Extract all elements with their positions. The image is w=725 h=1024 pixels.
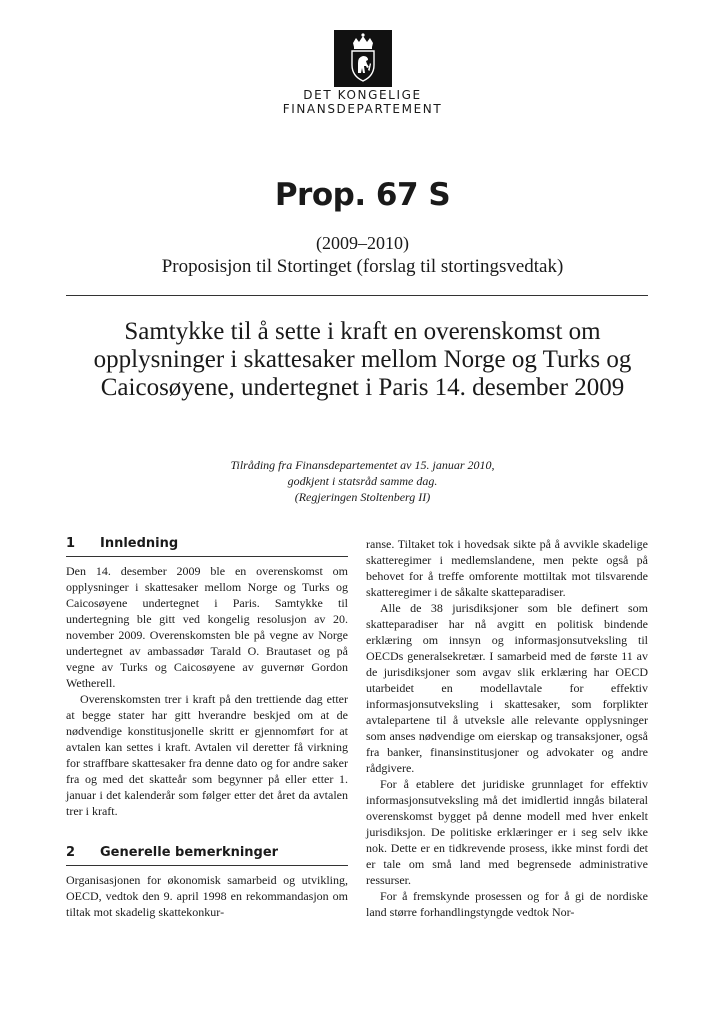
section-2-title: Generelle bemerkninger bbox=[100, 845, 279, 860]
approval-line-1: Tilråding fra Finansdepartementet av 15. januar 2010, bbox=[230, 458, 495, 472]
right-paragraph-2: Alle de 38 jurisdiksjoner som ble definert som skatteparadiser har nå avgitt en politisk bindende erklæring om innsyn og informasjonsutveksling til OECDs generalsekretær. I samarbeid med de første 11 av de jurisdiksjoner som avgav slik erklæring har OECD utarbeidet en modellavtale for effektiv informasjonsutveksling i skattesaker, som forplikter avtalepartene til å utveksle alle relevante opplysninger som anses nødvendige om eierskap og transaksjoner, også fra banker, finansinstitusjoner og advokater og andre rådgivere. bbox=[366, 601, 648, 775]
session-years: (2009–2010) bbox=[316, 233, 409, 253]
ministry-name-line1: DET KONGELIGE bbox=[303, 88, 422, 102]
right-paragraph-3: For å etablere det juridiske grunnlaget for effektiv informasjonsutveksling må det imidlertid inngås bilateral overenskomst bygget på denne modell med hver enkelt jurisdiksjon. De politiske erklæringer er i seg selv ikke nok. Dette er en tidkrevende prosess, ikke minst fordi det er tale om små land med begrensede administrative ressurser. bbox=[366, 777, 648, 887]
ministry-name-line2: FINANSDEPARTEMENT bbox=[282, 102, 443, 116]
section-1-number: 1 bbox=[66, 536, 76, 551]
section-1-paragraph-1: Den 14. desember 2009 ble en overenskomst om opplysninger i skattesaker mellom Norge og Turks og Caicosøyene undertegnet i Paris. Samtykke til undertegning ble gitt ved kongelig resolusjon av 20. november 2009. Overenskomsten ble på vegne av Norge undertegnet av ambassadør Tarald O. Brautaset og på vegne av Turks og Caicosøyene av guvernør Gordon Wetherell. bbox=[66, 564, 348, 690]
right-paragraph-4: For å fremskynde prosessen og for å gi de nordiske land større forhandlingstyngde vedtok Nor- bbox=[366, 889, 648, 919]
document-title: Samtykke til å sette i kraft en overenskomst om opplysninger i skattesaker mellom Norge og Turks og Caicosøyene, undertegnet i Paris 14. desember 2009 bbox=[93, 318, 632, 401]
approval-line-2: godkjent i statsråd samme dag. bbox=[287, 474, 438, 488]
section-1-title: Innledning bbox=[100, 536, 179, 551]
approval-line-3: (Regjeringen Stoltenberg II) bbox=[294, 490, 431, 504]
section-1-heading bbox=[66, 536, 348, 557]
proposition-number: Prop. 67 S bbox=[274, 177, 451, 213]
right-paragraph-1: ranse. Tiltaket tok i hovedsak sikte på å avvikle skadelige skatteregimer i medlemslandene, men pekte også på behovet for å treffe omforente mottiltak mot tilsvarende skatteregimer i de såkalte skatteparadiser. bbox=[366, 537, 648, 599]
section-2-number: 2 bbox=[66, 845, 76, 860]
section-2-paragraph-1: Organisasjonen for økonomisk samarbeid og utvikling, OECD, vedtok den 9. april 1998 en rekommandasjon om tiltak mot skadelig skattekonkur- bbox=[66, 873, 348, 919]
left-column bbox=[66, 536, 348, 920]
section-1-paragraph-2: Overenskomsten trer i kraft på den trettiende dag etter at begge stater har gitt hverandre beskjed om at de nødvendige konstitusjonelle skritt er gjennomført for at avtalen kan settes i kraft. Avtalen vil deretter få virkning for straffbare skattesaker fra denne dato og for andre saker fra og med det skatteår som begynner på eller etter 1. januar i det kalenderår som følger etter det året da avtalen trer i kraft. bbox=[66, 692, 348, 818]
coat-of-arms-icon bbox=[334, 30, 392, 87]
section-2-heading bbox=[66, 845, 348, 866]
title-divider bbox=[66, 295, 648, 296]
right-column bbox=[366, 536, 648, 920]
proposition-subtitle: Proposisjon til Stortinget (forslag til stortingsvedtak) bbox=[161, 256, 564, 277]
approval-note bbox=[150, 457, 575, 505]
